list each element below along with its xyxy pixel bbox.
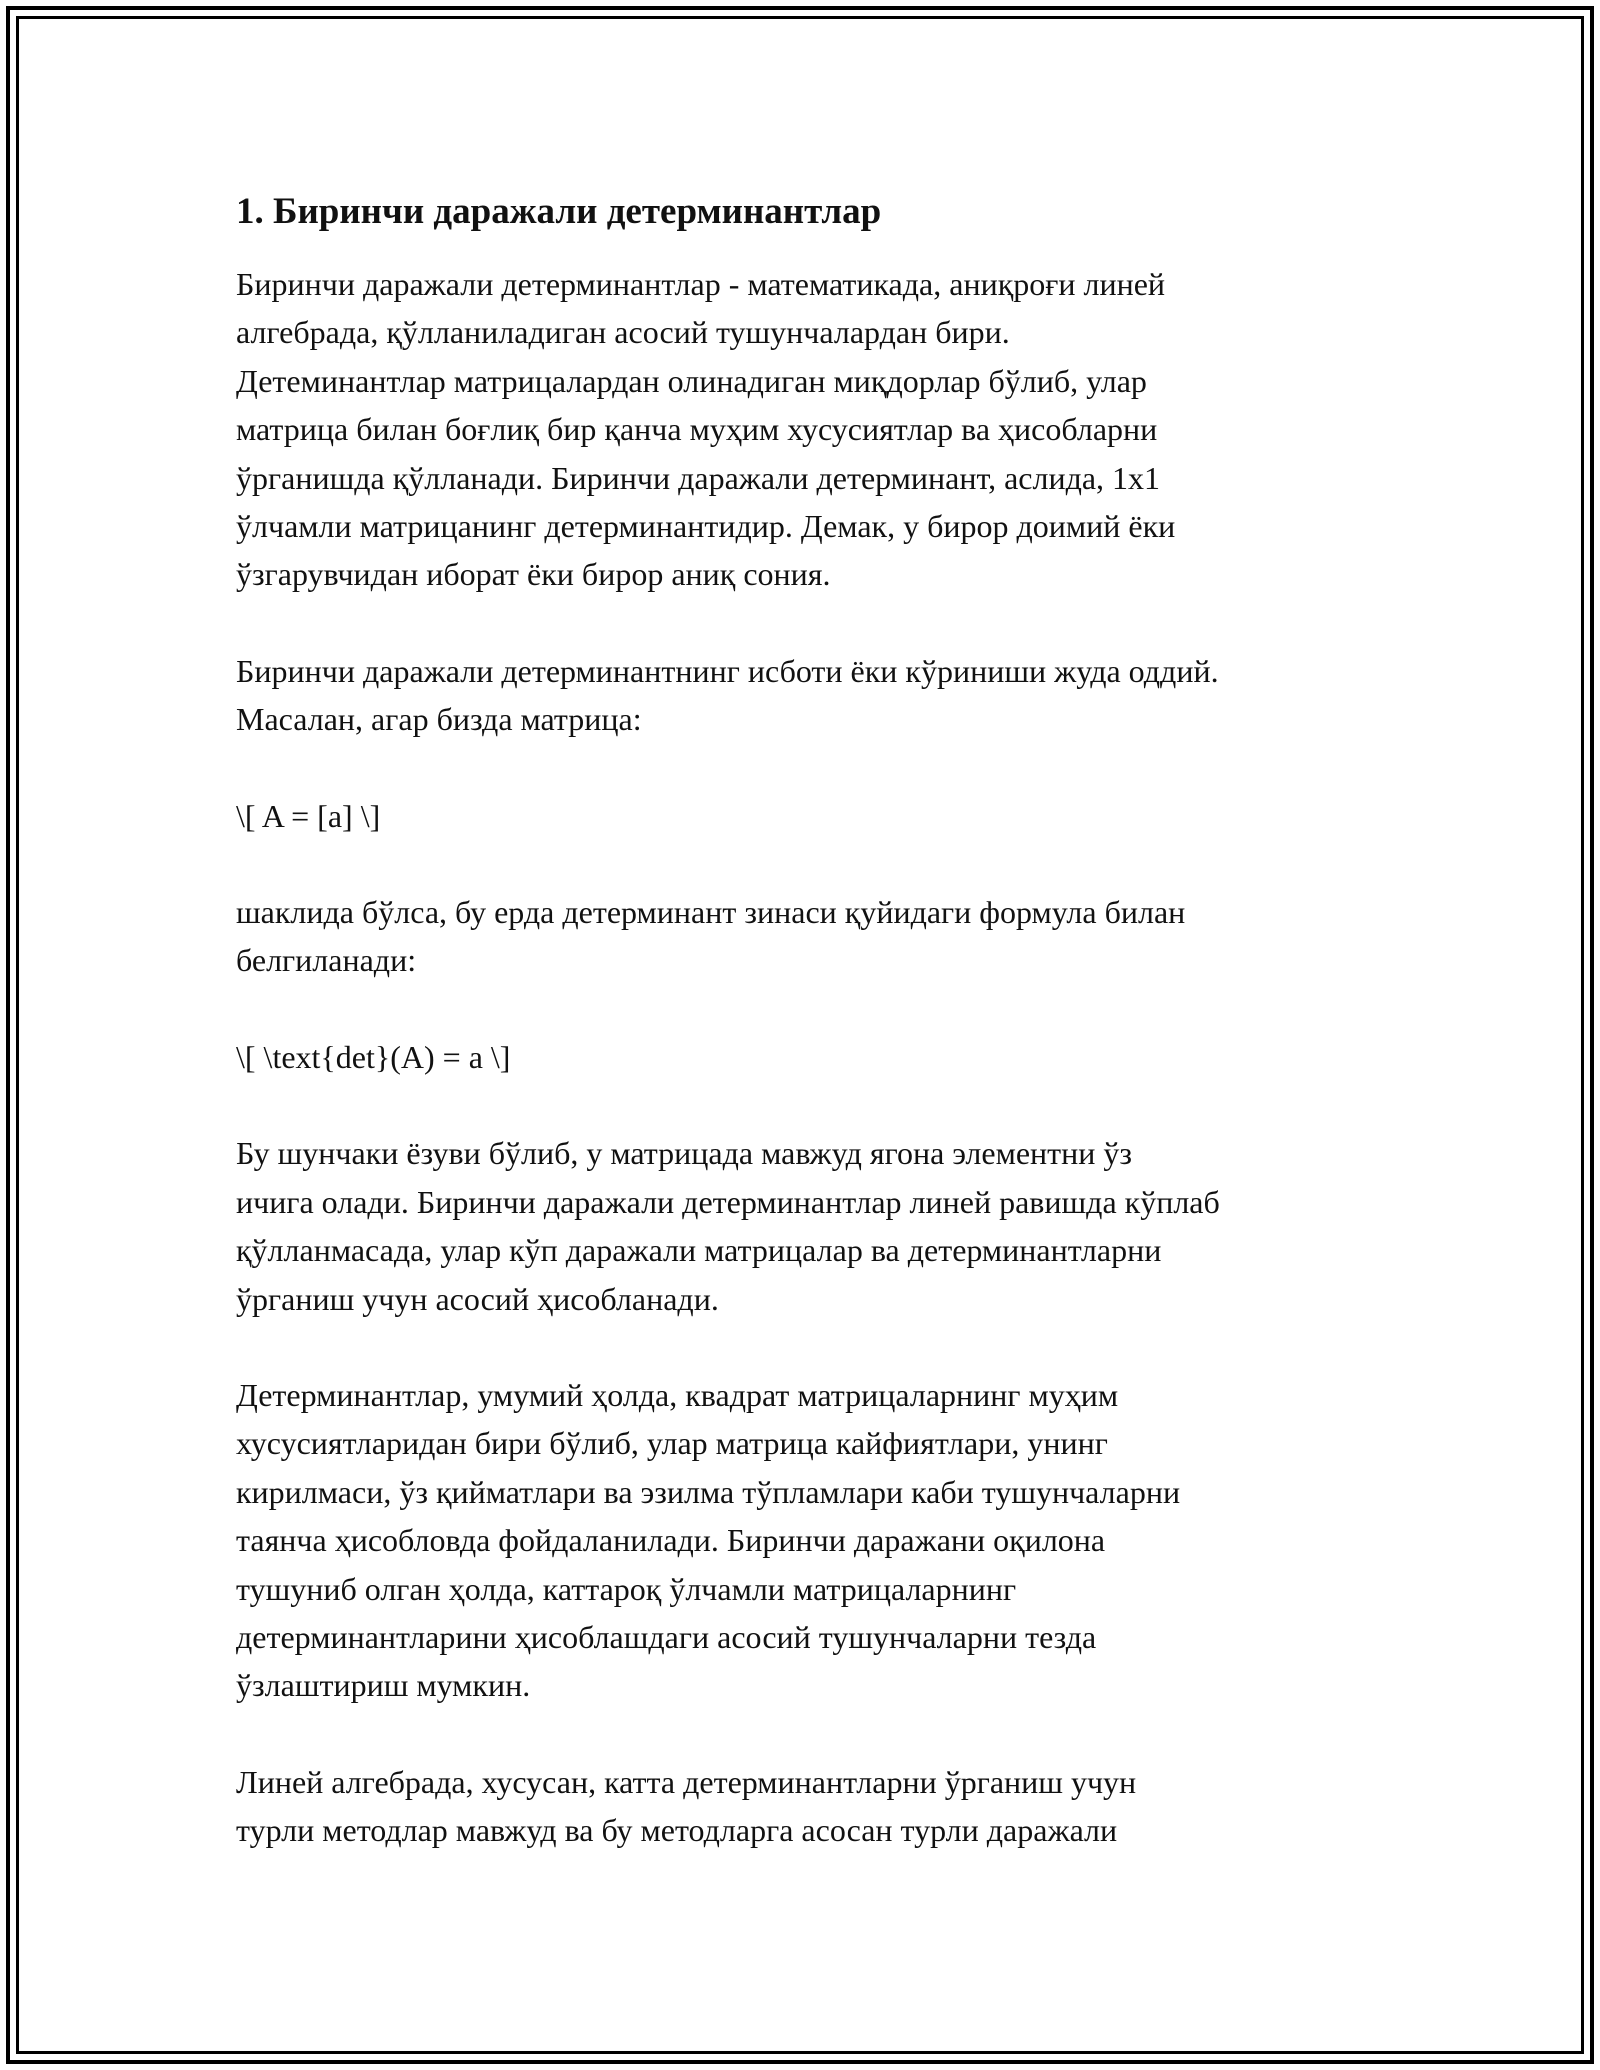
formula-matrix: \[ A = [a] \] (236, 797, 381, 834)
document-body (236, 186, 1396, 1903)
paragraph-definition: Биринчи даражали детерминантлар - математикада, аниқроғи линей алгебрада, қўлланиладиган асосий тушунчалардан бири. Детеминантлар матрицалардан олинадиган миқдорлар бўлиб, улар матрица билан боғлиқ бир қанча муҳим хусусиятлар ва ҳисобларни ўрганишда қўлланади. Биринчи даражали детерминант, аслида, 1x1 ўлчамли матрицанинг детерминантидир. Демак, у бирор доимий ёки ўзгарувчидан иборат ёки бирор аниқ сония. (236, 266, 1176, 593)
paragraph-methods: Линей алгебрада, хусусан, катта детерминантларни ўрганиш учун турли методлар мавжуд ва бу методларга асосан турли даражали (236, 1763, 1137, 1849)
paragraph-formula-intro: шаклида бўлса, бу ерда детерминант зинаси қуйидаги формула билан белгиланади: (236, 894, 1186, 979)
section-heading: 1. Биринчи даражали детерминантлар (236, 191, 882, 232)
paragraph-properties: Детерминантлар, умумий ҳолда, квадрат матрицаларнинг муҳим хусусиятларидан бири бўлиб, улар матрица кайфиятлари, унинг кирилмаси, ўз қийматлари ва эзилма тўпламлари каби тушунчаларни таянча ҳисобловда фойдаланилади. Биринчи даражани оқилона тушуниб олган ҳолда, каттароқ ўлчамли матрицаларнинг детерминантларини ҳисоблашдаги асосий тушунчаларни тезда ўзлаштириш мумкин. (236, 1376, 1181, 1704)
paragraph-explanation: Бу шунчаки ёзуви бўлиб, у матрицада мавжуд ягона элементни ўз ичига олади. Биринчи даражали детерминантлар линей равишда кўплаб қўлланмасада, улар кўп даражали матрицалар ва детерминантларни ўрганиш учун асосий ҳисобланади. (236, 1135, 1220, 1317)
formula-determinant: \[ \text{det}(A) = a \] (236, 1038, 511, 1075)
paragraph-example-intro: Биринчи даражали детерминантнинг исботи ёки кўриниши жуда оддий. Масалан, агар бизда матрица: (236, 652, 1219, 738)
